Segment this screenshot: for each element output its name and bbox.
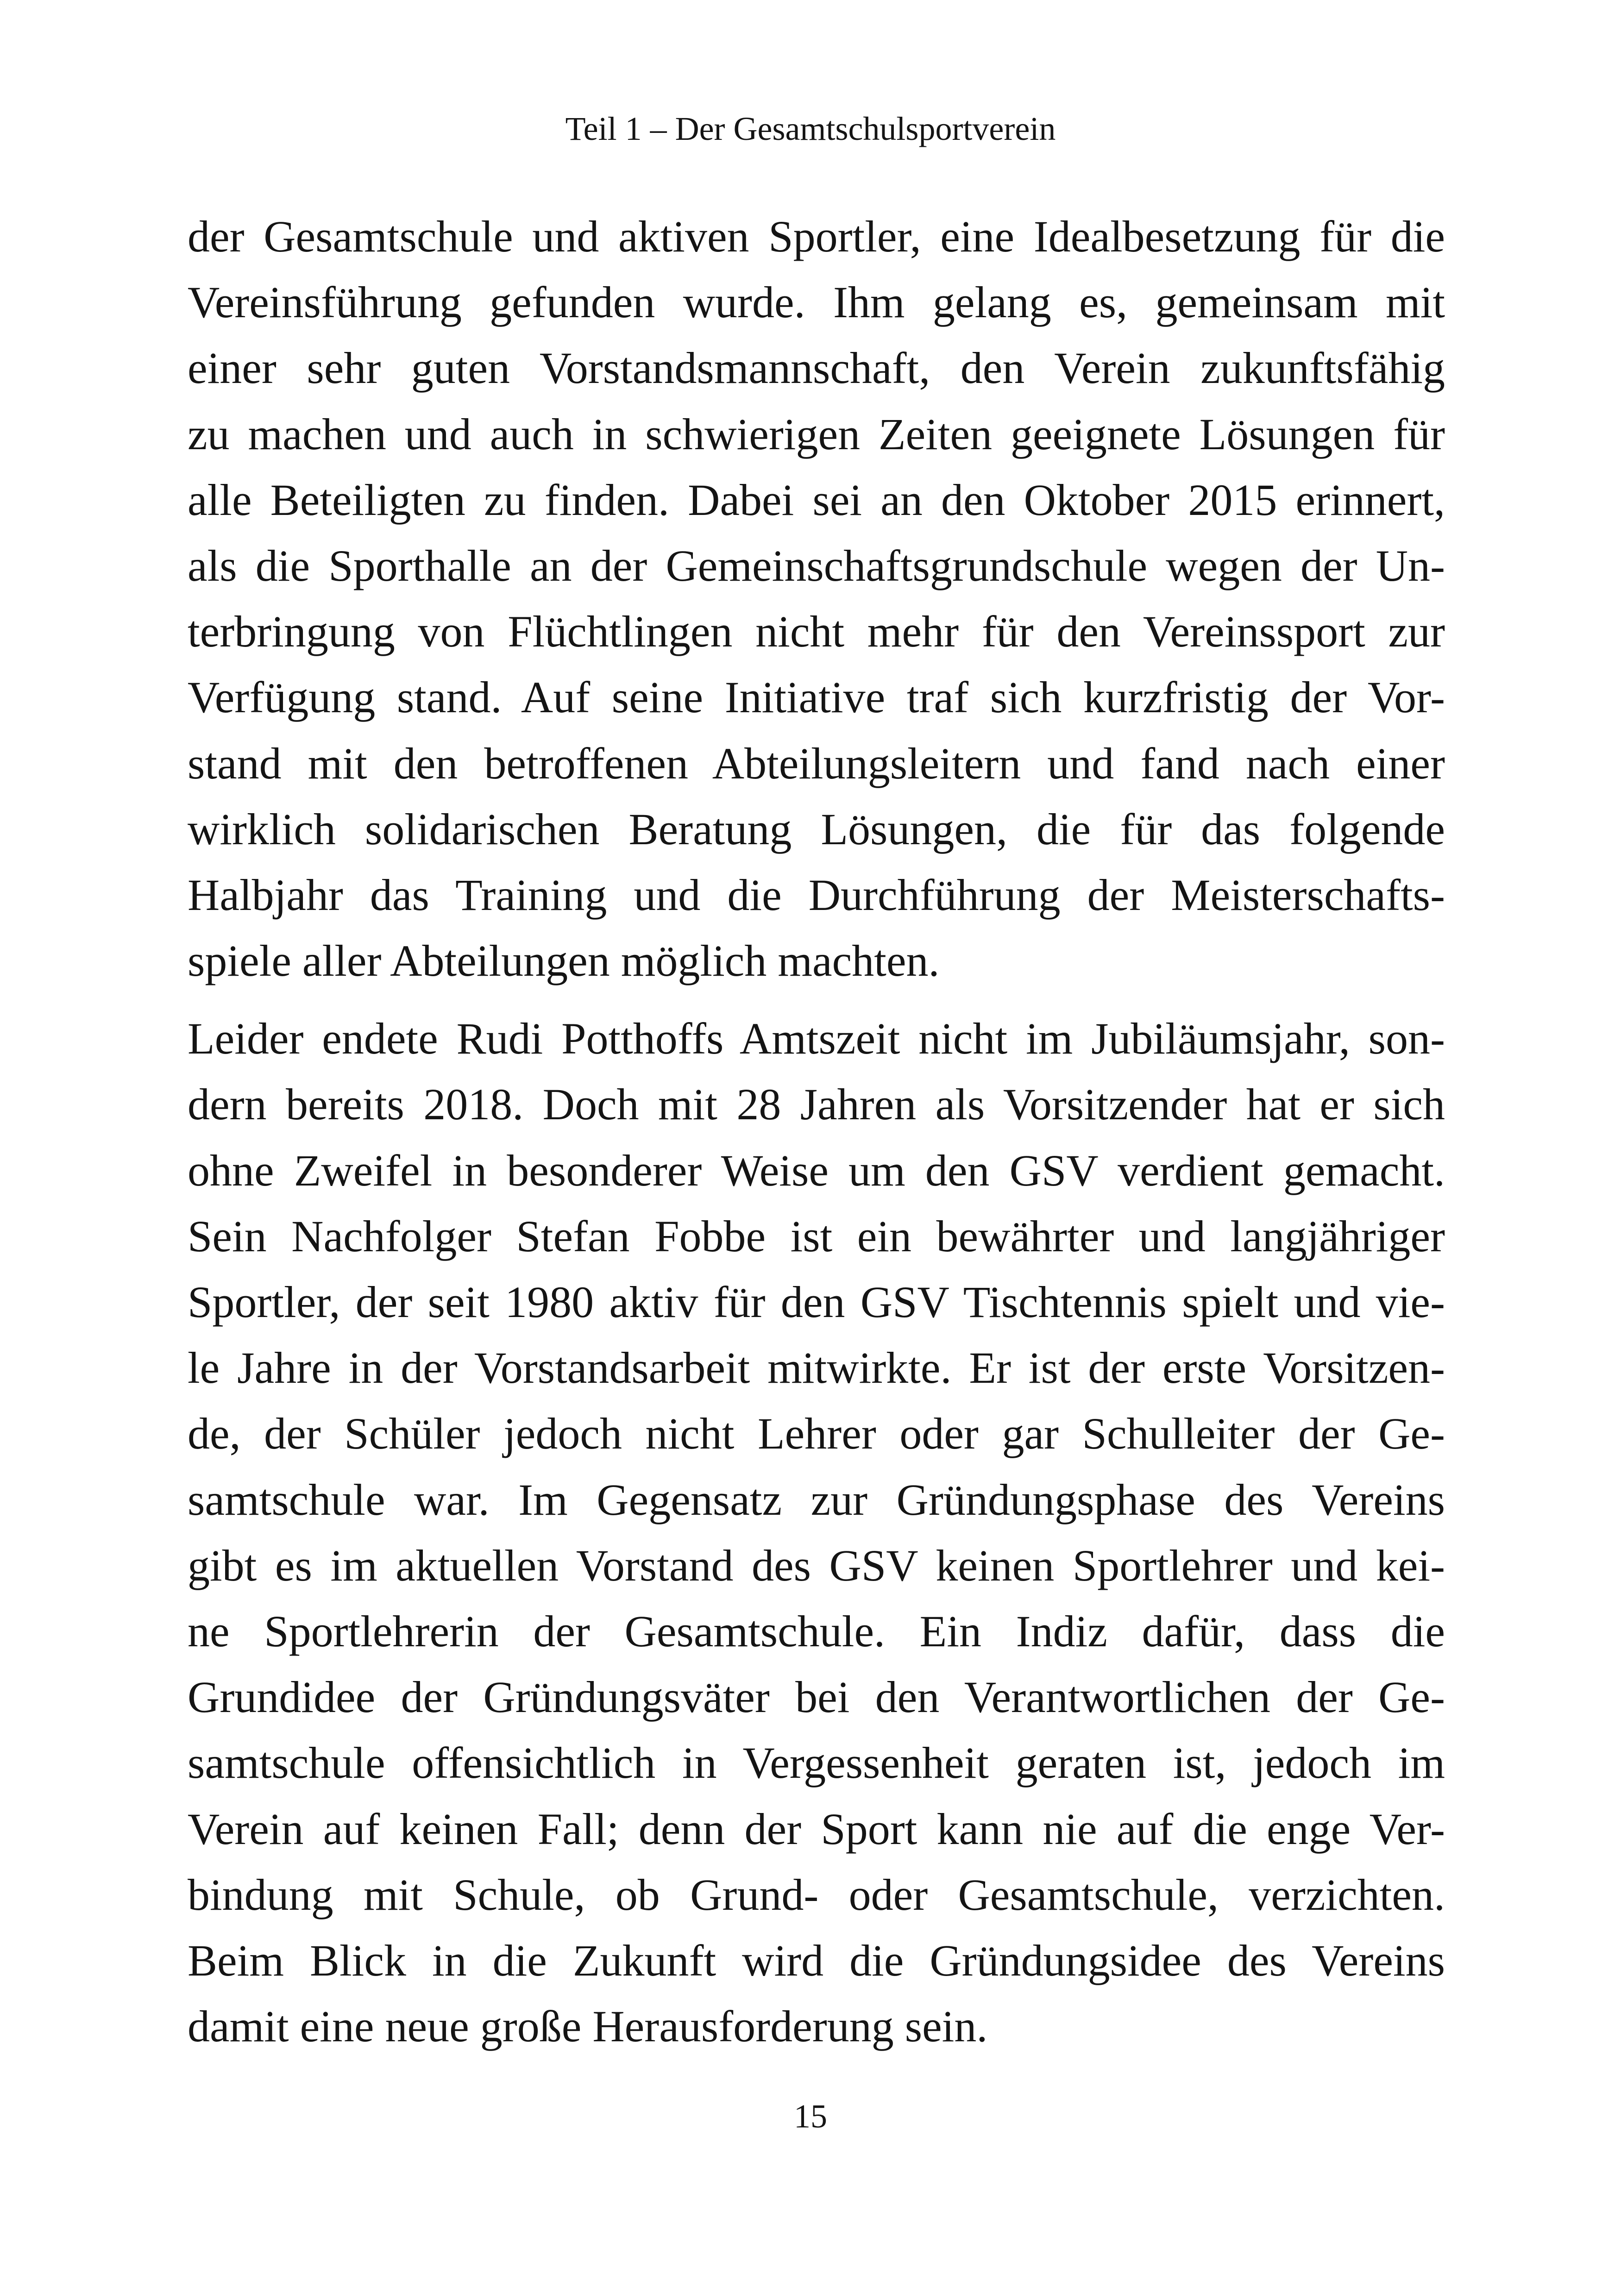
text-line: damit eine neue große Herausforderung sein. bbox=[188, 2001, 988, 2051]
text-line: als die Sporthalle an der Gemeinschaftsgrundschule wegen der Un- bbox=[188, 540, 1445, 590]
text-line: alle Beteiligten zu finden. Dabei sei an den Oktober 2015 erinnert, bbox=[188, 475, 1445, 525]
text-line: stand mit den betroffenen Abteilungsleitern und fand nach einer bbox=[188, 738, 1445, 788]
text-line: bindung mit Schule, ob Grund- oder Gesamtschule, verzichten. bbox=[188, 1869, 1445, 1920]
text-line: terbringung von Flüchtlingen nicht mehr für den Vereinssport zur bbox=[188, 607, 1445, 657]
text-line: Beim Blick in die Zukunft wird die Gründungsidee des Vereins bbox=[188, 1935, 1445, 1985]
text-line: samtschule offensichtlich in Vergessenheit geraten ist, jedoch im bbox=[188, 1738, 1445, 1788]
text-line: der Gesamtschule und aktiven Sportler, eine Idealbesetzung für die bbox=[188, 212, 1445, 261]
text-line: einer sehr guten Vorstandsmannschaft, den Verein zukunftsfähig bbox=[188, 343, 1445, 393]
text-line: le Jahre in der Vorstandsarbeit mitwirkte. Er ist der erste Vorsitzen- bbox=[188, 1343, 1445, 1393]
text-line: Verfügung stand. Auf seine Initiative traf sich kurzfristig der Vor- bbox=[188, 672, 1445, 722]
text-line: Sein Nachfolger Stefan Fobbe ist ein bewährter und langjähriger bbox=[188, 1211, 1445, 1261]
text-line: de, der Schüler jedoch nicht Lehrer oder gar Schulleiter der Ge- bbox=[188, 1409, 1445, 1459]
text-line: Sportler, der seit 1980 aktiv für den GSV Tischtennis spielt und vie- bbox=[188, 1277, 1445, 1327]
text-line: ohne Zweifel in besonderer Weise um den GSV verdient gemacht. bbox=[188, 1145, 1445, 1195]
text-line: Halbjahr das Training und die Durchführung der Meisterschafts- bbox=[188, 870, 1445, 920]
text-line: Vereinsführung gefunden wurde. Ihm gelang es, gemeinsam mit bbox=[188, 277, 1445, 327]
text-line: Leider endete Rudi Potthoffs Amtszeit nicht im Jubiläumsjahr, son- bbox=[188, 1014, 1445, 1064]
text-line: ne Sportlehrerin der Gesamtschule. Ein Indiz dafür, dass die bbox=[188, 1606, 1445, 1656]
text-line: samtschule war. Im Gegensatz zur Gründungsphase des Vereins bbox=[188, 1474, 1445, 1524]
body-text bbox=[188, 204, 1445, 2059]
page-number: 15 bbox=[794, 2098, 827, 2135]
text-line: spiele aller Abteilungen möglich machten. bbox=[188, 936, 940, 986]
text-line: Verein auf keinen Fall; denn der Sport kann nie auf die enge Ver- bbox=[188, 1804, 1445, 1854]
text-line: gibt es im aktuellen Vorstand des GSV keinen Sportlehrer und kei- bbox=[188, 1540, 1445, 1590]
text-line: dern bereits 2018. Doch mit 28 Jahren als Vorsitzender hat er sich bbox=[188, 1079, 1445, 1129]
text-line: Grundidee der Gründungsväter bei den Verantwortlichen der Ge- bbox=[188, 1672, 1445, 1722]
paragraph-1 bbox=[188, 204, 1445, 994]
text-line: zu machen und auch in schwierigen Zeiten geeignete Lösungen für bbox=[188, 409, 1445, 459]
text-line: wirklich solidarischen Beratung Lösungen, die für das folgende bbox=[188, 804, 1445, 854]
running-header: Teil 1 – Der Gesamtschulsportverein bbox=[565, 110, 1056, 147]
paragraph-2 bbox=[188, 1006, 1445, 2059]
